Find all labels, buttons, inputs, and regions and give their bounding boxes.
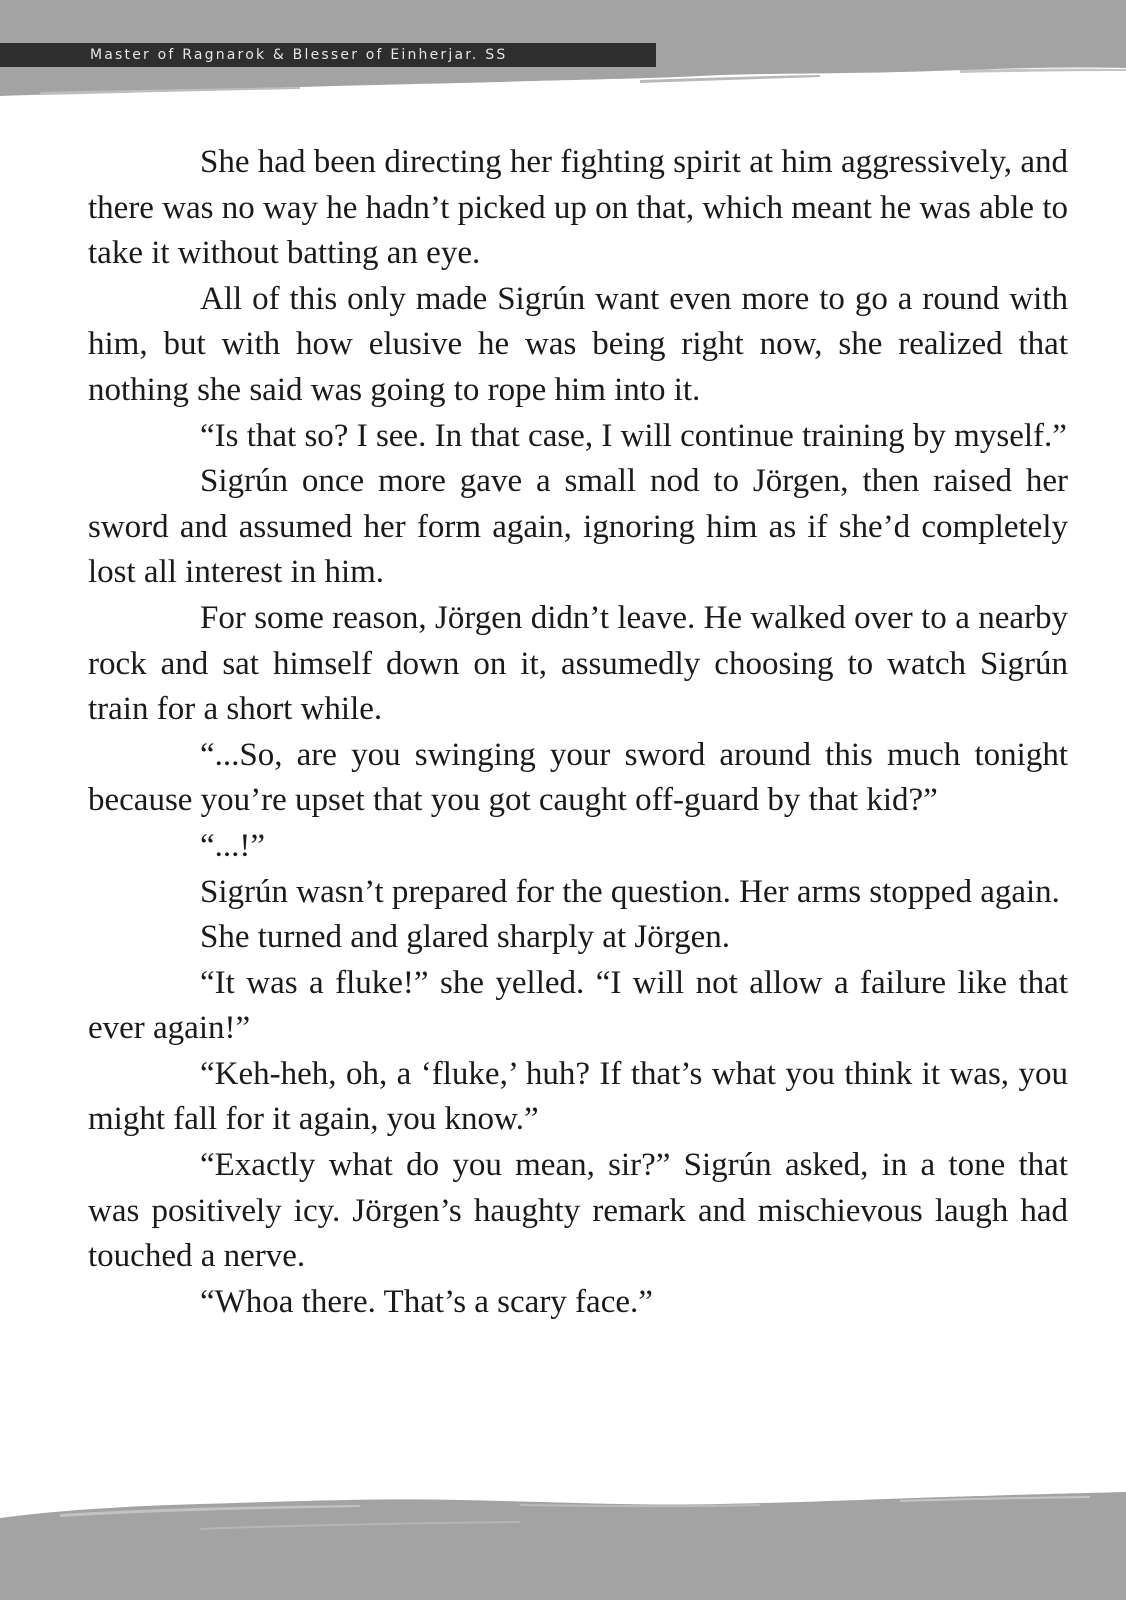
- bottom-brush-stroke: [0, 1488, 1126, 1600]
- paragraph: “...!”: [200, 827, 266, 864]
- book-title: Master of Ragnarok & Blesser of Einherjar. SS: [90, 47, 508, 63]
- paragraph: She turned and glared sharply at Jörgen.: [200, 919, 730, 956]
- paragraph: “...So, are you swinging your sword around this much tonight because you’re upset that you got caught off-guard by that kid?”: [88, 736, 1068, 819]
- paragraph: Sigrún once more gave a small nod to Jörgen, then raised her sword and assumed her form again, ignoring him as if she’d completely lost all interest in him.: [88, 463, 1068, 591]
- paragraph: “Is that so? I see. In that case, I will continue training by myself.”: [200, 417, 1067, 454]
- paragraph: All of this only made Sigrún want even more to go a round with him, but with how elusive he was being right now, she realized that nothing she said was going to rope him into it.: [88, 280, 1068, 408]
- paragraph: Sigrún wasn’t prepared for the question. Her arms stopped again.: [200, 873, 1060, 910]
- header-bar: [0, 43, 656, 67]
- top-brush-band: [0, 0, 1126, 105]
- paragraph: For some reason, Jörgen didn’t leave. He walked over to a nearby rock and sat himself down on it, assumedly choosing to watch Sigrún train for a short while.: [88, 599, 1068, 728]
- paragraph: “Keh-heh, oh, a ‘fluke,’ huh? If that’s what you think it was, you might fall for it again, you know.”: [88, 1055, 1068, 1138]
- bottom-brush-band: [0, 1488, 1126, 1600]
- paragraph: “Whoa there. That’s a scary face.”: [200, 1283, 653, 1320]
- paragraph: She had been directing her fighting spirit at him aggressively, and there was no way he hadn’t picked up on that, which meant he was able to take it without batting an eye.: [88, 144, 1068, 272]
- paragraph: “Exactly what do you mean, sir?” Sigrún asked, in a tone that was positively icy. Jörgen’s haughty remark and mischievous laugh had touched a nerve.: [88, 1147, 1068, 1275]
- page-body-text: [88, 140, 1068, 1325]
- paragraph: “It was a fluke!” she yelled. “I will not allow a failure like that ever again!”: [88, 964, 1068, 1047]
